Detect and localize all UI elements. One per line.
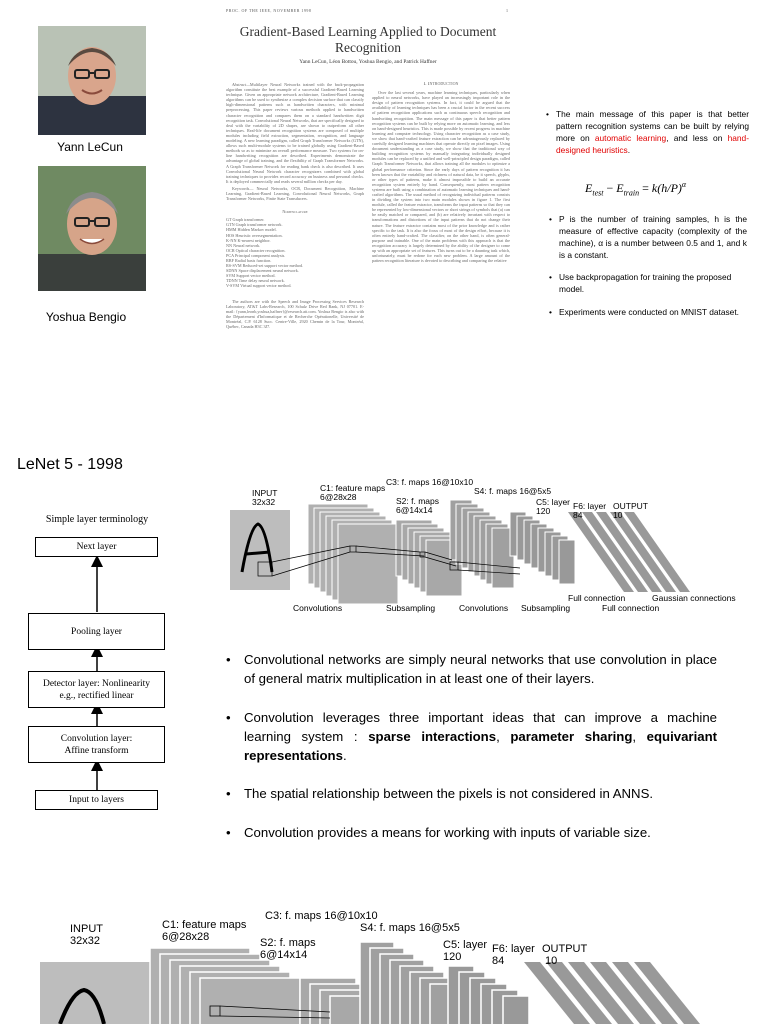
box-input-label: Input to layers (69, 795, 124, 805)
lenet-top-f6-size: 84 (573, 510, 583, 520)
lenet-bottom-output-label: OUTPUT (542, 943, 588, 955)
box-next-layer-label: Next layer (76, 542, 117, 552)
highlight-automatic-learning: automatic learning (594, 133, 667, 143)
bullet-dot: • (226, 710, 231, 725)
box-input-to-layers (35, 790, 158, 810)
paper-authors: Yann LeCun, Léon Bottou, Yoshua Bengio, and Patrick Haffner (299, 59, 437, 65)
lenet-top-full-connection-2: Full connection (602, 603, 660, 613)
lenet-top-s4-label: S4: f. maps 16@5x5 (474, 486, 552, 496)
side-bullet-3-text: Use backpropagation for training the proposed model. (559, 272, 732, 294)
lenet-top-subsampling-1: Subsampling (386, 603, 436, 613)
separator: , (632, 729, 647, 744)
paper-abstract (226, 82, 364, 184)
nomenclature-item: HMM Hidden Markov model. (226, 227, 277, 233)
photo-yoshua-bengio (38, 166, 146, 291)
separator: , (496, 729, 511, 744)
lenet-top-s2-size: 6@14x14 (396, 505, 433, 515)
side-bullet-2-text: P is the number of training samples, h is the measure of effective capacity (complexity of the machine), α is a number between 0.5 and 1, and k is a constant. (559, 214, 747, 260)
side-bullet-backprop (549, 271, 747, 295)
photo-yann-lecun (38, 26, 146, 135)
box-next-layer (35, 537, 158, 557)
lenet-bottom-input-size: 32x32 (70, 935, 100, 947)
box-convolution-layer (28, 726, 165, 763)
lenet-bottom-c1-size: 6@28x28 (162, 931, 210, 943)
nomenclature-item: NN Neural network. (226, 242, 261, 248)
caption-yoshua-bengio: Yoshua Bengio (45, 310, 127, 324)
lenet-top-convolutions-2: Convolutions (459, 603, 509, 613)
paper-title (222, 24, 514, 56)
bullet-dot: • (549, 214, 552, 224)
lenet-bottom-s4-label: S4: f. maps 16@5x5 (360, 922, 460, 934)
lenet-diagram-bottom (0, 900, 768, 1024)
lenet-diagram-top (220, 472, 750, 617)
lenet-bottom-f6-size: 84 (492, 955, 505, 967)
lenet-top-c3-label: C3: f. maps 16@10x10 (386, 477, 474, 487)
formula-e-test: E (585, 181, 593, 195)
lenet-top-input-size: 32x32 (252, 497, 276, 507)
nomenclature-title: Nomenclature (282, 209, 308, 215)
nomenclature-item: RBF Radial basis function. (226, 258, 272, 263)
caption-yann-lecun: Yann LeCun (57, 140, 123, 154)
paper-footnote: The authors are with the Speech and Image Processing Services Research Laboratory, AT&T Labs-Research, 100 Schulz Drive Red Bank, NJ 07701. E-mail: {yann,leonb,yoshua,haffner}@research.att.com. Yoshua Bengio is also with the Département d'Informatique et de Recherche Opérationelle, Université de Montréal, C.P. 6128 Succ. Centre-Ville, 2920 Chemin de la Tour, Montréal, Québec, Canada H3C 3J7. (226, 298, 364, 330)
bullet-4-text: Convolution provides a means for working with inputs of variable size. (244, 825, 651, 840)
box-detector-line2: e.g., rectified linear (59, 690, 134, 701)
lenet-bottom-input-label: INPUT (70, 923, 103, 935)
formula-e-train: E (616, 181, 624, 195)
side-bullet-1-text: The main message of this paper is that better pattern recognition systems can be built by relying more on (556, 109, 749, 143)
bullet-variable-size (226, 823, 717, 842)
lenet-top-full-connection-1: Full connection (568, 593, 626, 603)
paper-header: PROC. OF THE IEEE, NOVEMBER 1998 (226, 8, 312, 13)
lenet-bottom-f6-label: F6: layer (492, 943, 535, 955)
side-bullet-mnist (549, 306, 747, 318)
nomenclature-item: PCA Principal component analysis. (226, 252, 286, 258)
bold-parameter-sharing: parameter sharing (510, 729, 633, 744)
lenet-top-c5-size: 120 (536, 506, 551, 516)
nomenclature-item: TDNN Time delay neural network. (226, 278, 285, 284)
bold-sparse-interactions: sparse interactions (368, 729, 497, 744)
intro-text: Over the last several years, machine learning techniques, particularly when applied to neural networks, have played an increasingly important role in the design of pattern recognition systems. In fact, it could be argued that the availability of learning techniques has been a crucial factor in the recent success of pattern recognition applications such as continuous speech recognition and handwriting recognition. The main message of this paper is that better pattern recognition systems can be built by relying more on automatic learning, and less on hand-designed heuristics. This is made possible by recent progress in machine learning and computer technology. Using character recognition as a case study, we show that hand-crafted feature extraction can be advantageously replaced by carefully designed learning machines that operate directly on pixel images. Using document understanding as a case study, we show that the traditional way of building recognition systems by manually integrating individually designed modules can be replaced by a unified and well-principled design paradigm, called Graph Transformer Networks, that allows training all the modules to optimize a global performance criterion. Since the early days of pattern recognition it has been known that the variability and richness of natural data, be it speech, glyphs, or other types of patterns, make it almost impossible to build an accurate recognition system entirely by hand. Consequently, most pattern recognition systems are built using a combination of automatic learning techniques and hand-crafted algorithms. The usual method of recognizing individual patterns consists in dividing the system into two main modules shown in figure 1. The first module, called the feature extractor, transforms the input patterns so that they can be represented by low-dimensional vectors or short strings of symbols that (a) can be easily matched or compared, and (b) are relatively invariant with respect to transformations and distortions of the input patterns that do not change their nature. The feature extractor contains most of the prior knowledge and is rather specific to the task. It is also the focus of most of the design effort, because it is often entirely hand-crafted. The classifier, on the other hand, is often general-purpose and trainable. One of the main problems with this approach is that the recognition accuracy is largely determined by the ability of the designer to come up with an appropriate set of features. This turns out to be a daunting task which, unfortunately, must be redone for each new problem. A large amount of the pattern recognition literature is devoted to describing and comparing the relative (372, 90, 510, 264)
nomenclature-list (226, 217, 364, 288)
nomenclature-item: GT Graph transformer. (226, 217, 265, 223)
nomenclature-item: RS-SVM Reduced-set support vector method. (226, 263, 304, 269)
bullet-dot: • (226, 786, 231, 801)
lenet-top-output-label: OUTPUT (613, 501, 648, 511)
paper-page-number: 1 (506, 8, 508, 13)
nomenclature-item: K-NN K-nearest neighbor. (226, 237, 271, 243)
bullet-3-text: The spatial relationship between the pixels is not considered in ANNS. (244, 786, 654, 801)
box-convolution-line1: Convolution layer: (60, 733, 133, 744)
lenet-top-convolutions-1: Convolutions (293, 603, 343, 613)
box-convolution-line2: Affine transform (64, 745, 129, 756)
lenet-top-gaussian: Gaussian connections (652, 593, 736, 603)
intro-title: I. Introduction (423, 82, 459, 87)
bullet-three-ideas (226, 708, 718, 765)
paper-title-line2: Recognition (335, 40, 401, 55)
box-detector-layer (28, 671, 165, 708)
side-bullet-1-post: . (627, 145, 631, 155)
paper-title-line1: Gradient-Based Learning Applied to Document (239, 24, 497, 39)
bullet-dot: • (546, 109, 549, 119)
bullet-1-text: Convolutional networks are simply neural networks that use convolution in place of general matrix multiplication in at least one of their layers. (244, 652, 717, 686)
side-bullet-1-mid: , and less on (666, 133, 728, 143)
box-detector-line1: Detector layer: Nonlinearity (42, 678, 151, 689)
paper-right-column (372, 82, 510, 422)
terminator: . (342, 748, 347, 763)
bullet-spatial-relationship (226, 784, 717, 803)
lenet-top-input-label: INPUT (252, 488, 278, 498)
lenet-top-c5-label: C5: layer (536, 497, 571, 507)
lenet-top-subsampling-2: Subsampling (521, 603, 571, 613)
lenet-bottom-c5-label: C5: layer (443, 939, 488, 951)
abstract-text: Multilayer Neural Networks trained with the back-propagation algorithm constitute the best example of a successful Gradient-Based Learning technique. Given an appropriate network architecture, Gradient-Based Learning algorithms can be used to synthesize a complex decision surface that can classify high-dimensional patterns such as handwritten characters, with minimal preprocessing. This paper reviews various methods applied to handwritten character recognition and compares them on a standard handwritten digit recognition task. Convolutional Neural Networks, that are specifically designed to deal with the variability of 2D shapes, are shown to outperform all other techniques. Real-life document recognition systems are composed of multiple modules including field extraction, segmentation, recognition, and language modeling. A new learning paradigm, called Graph Transformer Networks (GTN), allows such multi-module systems to be trained globally using Gradient-Based methods so as to minimize an overall performance measure. Two systems for on-line handwriting recognition are described. Experiments demonstrate the advantage of global training, and the flexibility of Graph Transformer Networks. A Graph Transformer Network for reading bank check is also described. It uses Convolutional Neural Network character recognizers combined with global training techniques to provides record accuracy on business and personal checks. It is deployed commercially and reads several million checks per day. (226, 82, 364, 184)
paper-left-column (226, 82, 364, 420)
bullet-dot: • (226, 652, 231, 667)
lenet-top-s2-label: S2: f. maps (396, 496, 439, 506)
paper-first-page (222, 0, 514, 425)
lenet-bottom-c3-label: C3: f. maps 16@10x10 (265, 910, 378, 922)
bold-equivariant-representations: equivariant representations (244, 729, 718, 763)
lenet-bottom-c1-label: C1: feature maps (162, 919, 247, 931)
lenet-top-output-size: 10 (613, 510, 623, 520)
lenet-bottom-s2-size: 6@14x14 (260, 949, 308, 961)
nomenclature-item: GTN Graph transformer network. (226, 222, 283, 228)
abstract-label: Abstract— (232, 82, 250, 87)
bullet-dot: • (549, 272, 552, 282)
lenet-bottom-s2-label: S2: f. maps (260, 937, 316, 949)
paper-keywords: Keywords— Neural Networks, OCR, Document Recognition, Machine Learning, Gradient-Based Learning, Convolutional Neural Networks, Graph Transformer Networks, Finite State Transducers. (226, 185, 364, 202)
section-heading-lenet: LeNet 5 - 1998 (17, 456, 123, 473)
lenet-bottom-output-size: 10 (545, 955, 558, 967)
nomenclature-item: V-SVM Virtual support vector method. (226, 283, 292, 289)
box-pooling-layer (28, 613, 165, 650)
error-formula: $E_{test} - E_{train} = k(h/P)^\alpha$ (585, 180, 687, 198)
bullet-2-text: Convolution leverages three important ideas that can improve a machine learning system : (244, 710, 717, 744)
side-bullet-main-message (546, 108, 749, 156)
lenet-top-c1-size: 6@28x28 (320, 492, 357, 502)
bullet-convnets-definition (226, 650, 717, 688)
lenet-bottom-c5-size: 120 (443, 951, 462, 963)
side-bullet-capacity (549, 213, 747, 261)
box-pooling-layer-label: Pooling layer (71, 626, 122, 637)
lenet-top-c1-label: C1: feature maps (320, 483, 386, 493)
lenet-top-f6-label: F6: layer (573, 501, 607, 511)
terminology-title: Simple layer terminology (45, 514, 149, 525)
nomenclature-item: SDNN Space displacement neural network. (226, 268, 299, 274)
bullet-dot: • (549, 307, 552, 317)
side-bullet-4-text: Experiments were conducted on MNIST dataset. (559, 307, 739, 317)
nomenclature-item: HOS Heuristic oversegmentation. (226, 232, 283, 238)
nomenclature-item: OCR Optical character recognition. (226, 247, 286, 253)
highlight-hand-designed-heuristics: hand-designed heuristics (556, 133, 749, 155)
nomenclature-item: SVM Support vector method. (226, 273, 276, 279)
bullet-dot: • (226, 825, 231, 840)
